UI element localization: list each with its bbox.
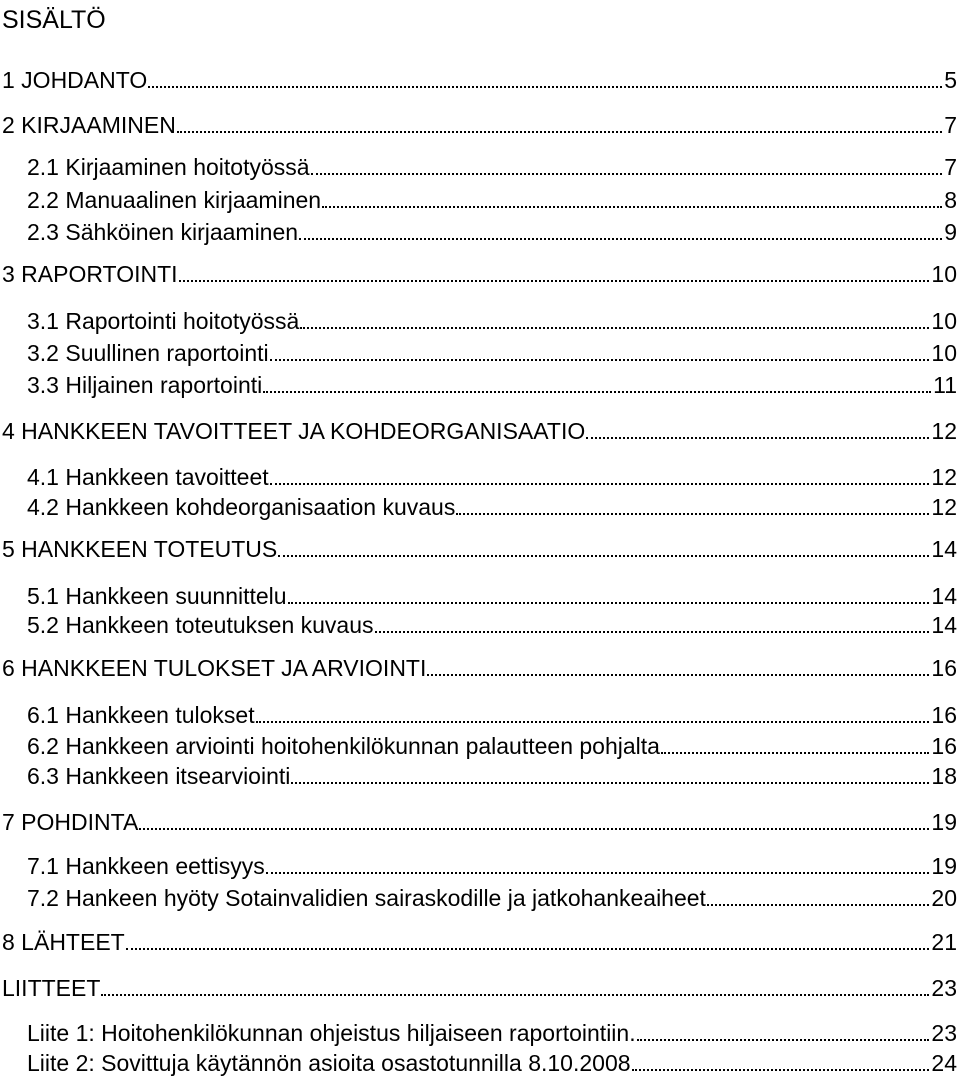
toc-entry[interactable] bbox=[2, 652, 957, 684]
toc-entry[interactable] bbox=[27, 850, 957, 882]
toc-entry-page: 9 bbox=[944, 218, 957, 245]
toc-entry-label: 4.2 Hankkeen kohdeorganisaation kuvaus bbox=[27, 493, 456, 520]
toc-entry-page: 16 bbox=[931, 701, 957, 728]
toc-entry-label: 4.1 Hankkeen tavoitteet bbox=[27, 463, 269, 490]
dot-leader bbox=[427, 673, 929, 676]
toc-entry-label: Liite 1: Hoitohenkilökunnan ohjeistus hiljaiseen raportointiin. bbox=[27, 1019, 636, 1046]
toc-entry[interactable] bbox=[27, 216, 957, 248]
toc-entry[interactable] bbox=[27, 1047, 957, 1079]
dot-leader bbox=[101, 993, 929, 996]
toc-entry[interactable] bbox=[27, 730, 957, 762]
toc-entry-page: 14 bbox=[931, 582, 957, 609]
toc-entry-label: LIITTEET bbox=[2, 974, 101, 1001]
toc-entry-label: 3.2 Suullinen raportointi bbox=[27, 339, 269, 366]
toc-entry-page: 14 bbox=[931, 535, 957, 562]
toc-entry-page: 14 bbox=[931, 611, 957, 638]
toc-entry-page: 12 bbox=[931, 493, 957, 520]
toc-entry[interactable] bbox=[2, 806, 957, 838]
toc-entry-page: 7 bbox=[944, 153, 957, 180]
toc-entry[interactable] bbox=[27, 580, 957, 612]
toc-entry-page: 12 bbox=[931, 417, 957, 444]
dot-leader bbox=[632, 1068, 930, 1071]
toc-entry-label: 8 LÄHTEET bbox=[2, 928, 125, 955]
toc-entry[interactable] bbox=[27, 699, 957, 731]
toc-entry-label: 3.3 Hiljainen raportointi bbox=[27, 371, 263, 398]
toc-entry-label: 5.2 Hankkeen toteutuksen kuvaus bbox=[27, 611, 374, 638]
dot-leader bbox=[375, 630, 930, 633]
toc-entry[interactable] bbox=[27, 184, 957, 216]
toc-entry[interactable] bbox=[2, 415, 957, 447]
toc-entry[interactable] bbox=[27, 1017, 957, 1049]
dot-leader bbox=[586, 436, 929, 439]
toc-entry-label: Liite 2: Sovittuja käytännön asioita osastotunnilla 8.10.2008 bbox=[27, 1049, 631, 1076]
toc-entry-page: 10 bbox=[931, 307, 957, 334]
toc-entry[interactable] bbox=[2, 109, 957, 141]
toc-entry-label: 3 RAPORTOINTI bbox=[2, 260, 178, 287]
toc-entry-label: 3.1 Raportointi hoitotyössä bbox=[27, 307, 300, 334]
toc-entry-page: 19 bbox=[931, 852, 957, 879]
toc-entry-label: 6 HANKKEEN TULOKSET JA ARVIOINTI bbox=[2, 654, 427, 681]
dot-leader bbox=[256, 720, 930, 723]
toc-entry[interactable] bbox=[27, 151, 957, 183]
toc-title: SISÄLTÖ bbox=[2, 6, 106, 34]
toc-entry-page: 18 bbox=[931, 762, 957, 789]
toc-entry-page: 5 bbox=[944, 66, 957, 93]
toc-entry-label: 5.1 Hankkeen suunnittelu bbox=[27, 582, 287, 609]
toc-entry-page: 24 bbox=[931, 1049, 957, 1076]
toc-entry-page: 23 bbox=[931, 974, 957, 1001]
toc-entry-page: 12 bbox=[931, 463, 957, 490]
toc-entry[interactable] bbox=[27, 369, 957, 401]
toc-entry-label: 4 HANKKEEN TAVOITTEET JA KOHDEORGANISAATIO bbox=[2, 417, 586, 444]
toc-entry[interactable] bbox=[2, 533, 957, 565]
dot-leader bbox=[179, 279, 930, 282]
toc-entry[interactable] bbox=[27, 882, 957, 914]
dot-leader bbox=[263, 390, 931, 393]
toc-entry-page: 23 bbox=[931, 1019, 957, 1046]
toc-entry-page: 8 bbox=[944, 186, 957, 213]
dot-leader bbox=[126, 947, 930, 950]
toc-entry[interactable] bbox=[2, 258, 957, 290]
toc-entry-label: 6.2 Hankkeen arviointi hoitohenkilökunnan palautteen pohjalta bbox=[27, 732, 660, 759]
dot-leader bbox=[300, 326, 929, 329]
toc-entry-label: 5 HANKKEEN TOTEUTUS bbox=[2, 535, 278, 562]
toc-entry-page: 16 bbox=[931, 654, 957, 681]
toc-entry-label: 2.3 Sähköinen kirjaaminen bbox=[27, 218, 299, 245]
toc-entry-label: 7 POHDINTA bbox=[2, 808, 139, 835]
toc-entry[interactable] bbox=[27, 461, 957, 493]
toc-entry[interactable] bbox=[2, 926, 957, 958]
dot-leader bbox=[322, 205, 942, 208]
toc-entry[interactable] bbox=[2, 972, 957, 1004]
toc-entry-page: 10 bbox=[931, 339, 957, 366]
dot-leader bbox=[299, 237, 942, 240]
toc-entry-label: 2.2 Manuaalinen kirjaaminen bbox=[27, 186, 322, 213]
dot-leader bbox=[707, 903, 929, 906]
toc-entry-page: 20 bbox=[931, 884, 957, 911]
dot-leader bbox=[148, 85, 942, 88]
toc-entry-page: 19 bbox=[931, 808, 957, 835]
dot-leader bbox=[139, 827, 929, 830]
toc-entry-label: 2 KIRJAAMINEN bbox=[2, 111, 176, 138]
toc-entry-label: 2.1 Kirjaaminen hoitotyössä bbox=[27, 153, 310, 180]
toc-entry-page: 10 bbox=[931, 260, 957, 287]
toc-entry[interactable] bbox=[27, 305, 957, 337]
toc-entry-page: 21 bbox=[931, 928, 957, 955]
dot-leader bbox=[456, 512, 929, 515]
dot-leader bbox=[291, 781, 929, 784]
toc-entry-label: 6.1 Hankkeen tulokset bbox=[27, 701, 255, 728]
dot-leader bbox=[288, 601, 930, 604]
toc-entry-label: 7.1 Hankkeen eettisyys bbox=[27, 852, 265, 879]
toc-entry[interactable] bbox=[27, 760, 957, 792]
dot-leader bbox=[661, 751, 929, 754]
dot-leader bbox=[266, 871, 930, 874]
toc-entry-label: 1 JOHDANTO bbox=[2, 66, 148, 93]
toc-entry-page: 11 bbox=[933, 371, 957, 398]
toc-entry-label: 6.3 Hankkeen itsearviointi bbox=[27, 762, 291, 789]
toc-entry[interactable] bbox=[27, 609, 957, 641]
dot-leader bbox=[270, 482, 930, 485]
dot-leader bbox=[311, 172, 943, 175]
dot-leader bbox=[177, 130, 942, 133]
toc-entry[interactable] bbox=[27, 337, 957, 369]
toc-entry-page: 7 bbox=[944, 111, 957, 138]
toc-entry[interactable] bbox=[2, 64, 957, 96]
dot-leader bbox=[270, 358, 930, 361]
dot-leader bbox=[278, 554, 929, 557]
toc-entry[interactable] bbox=[27, 491, 957, 523]
toc-entry-label: 7.2 Hankeen hyöty Sotainvalidien sairaskodille ja jatkohankeaiheet bbox=[27, 884, 706, 911]
toc-entry-page: 16 bbox=[931, 732, 957, 759]
dot-leader bbox=[637, 1038, 930, 1041]
